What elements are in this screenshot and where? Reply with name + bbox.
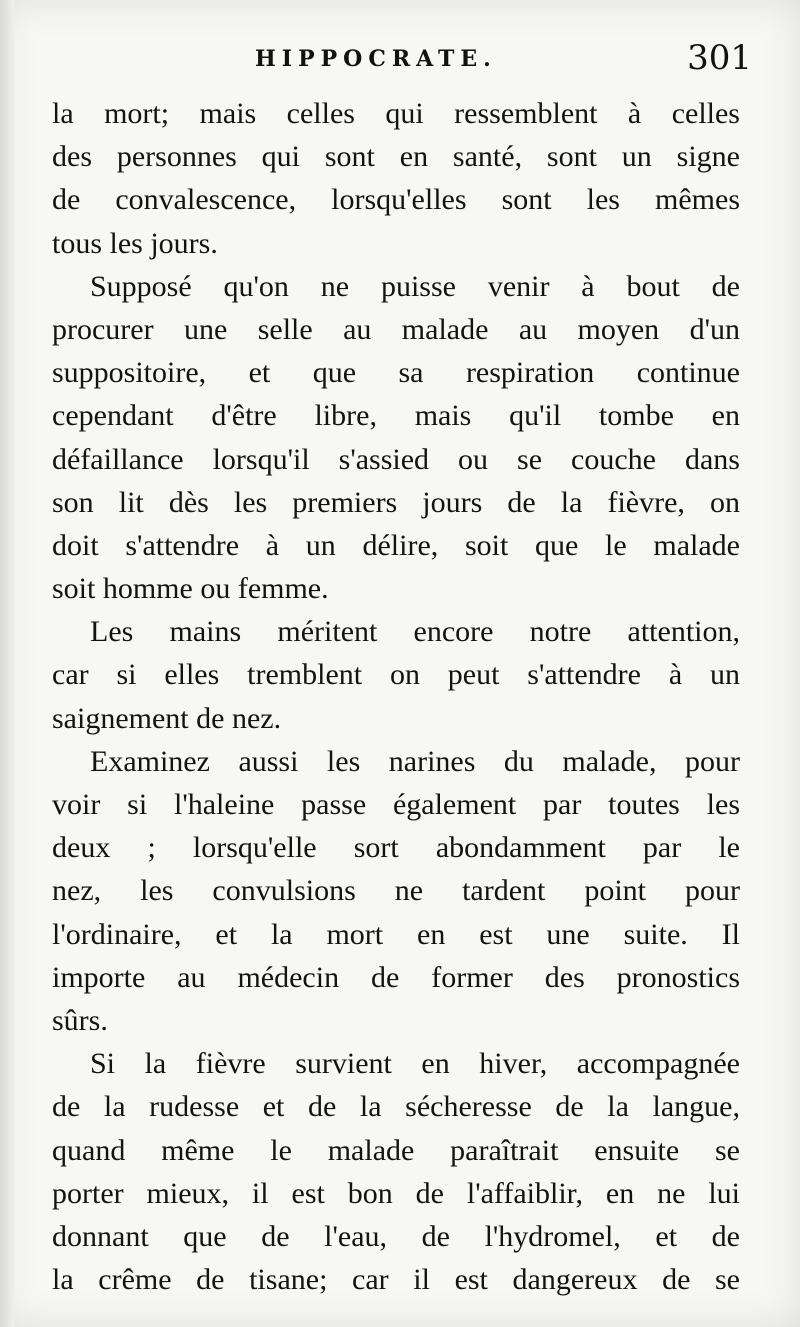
text-line: procurer une selle au malade au moyen d'un <box>52 312 740 346</box>
text-line: Si la fièvre survient en hiver, accompagnée <box>90 1047 740 1081</box>
text-line: car si elles tremblent on peut s'attendre à un <box>52 658 740 692</box>
running-head <box>0 38 800 88</box>
paragraph <box>52 1042 740 1301</box>
body-text <box>52 92 740 1301</box>
text-line: porter mieux, il est bon de l'affaiblir, en ne lui <box>52 1176 740 1210</box>
paragraph <box>52 92 740 265</box>
text-line: nez, les convulsions ne tardent point pour <box>52 874 740 908</box>
running-head-title: HIPPOCRATE. <box>255 46 497 72</box>
text-line: voir si l'haleine passe également par toutes les <box>52 788 740 821</box>
text-line: la mort; mais celles qui ressemblent à celles <box>52 97 740 130</box>
text-line: Les mains méritent encore notre attention, <box>90 615 740 649</box>
text-line: deux ; lorsqu'elle sort abondamment par le <box>52 831 740 865</box>
page-binding-shadow <box>0 0 14 1327</box>
text-line: quand même le malade paraîtrait ensuite se <box>52 1133 740 1167</box>
text-line: Examinez aussi les narines du malade, pour <box>90 744 740 778</box>
text-line: importe au médecin de former des pronostics <box>52 960 740 994</box>
text-line: donnant que de l'eau, de l'hydromel, et de <box>52 1219 740 1253</box>
text-line: Supposé qu'on ne puisse venir à bout de <box>90 269 740 303</box>
paragraph <box>52 265 740 611</box>
text-line: la crême de tisane; car il est dangereux de se <box>52 1263 740 1297</box>
page-number: 301 <box>687 38 752 78</box>
text-line: suppositoire, et que sa respiration continue <box>52 356 740 390</box>
paragraph <box>52 740 740 1042</box>
text-line: son lit dès les premiers jours de la fièvre, on <box>52 485 740 519</box>
text-line: cependant d'être libre, mais qu'il tombe en <box>52 399 740 433</box>
text-line: tous les jours. <box>52 226 218 260</box>
text-line: saignement de nez. <box>52 701 282 735</box>
text-line: des personnes qui sont en santé, sont un signe <box>52 140 740 174</box>
text-line: sûrs. <box>52 1003 108 1037</box>
text-line: l'ordinaire, et la mort en est une suite. Il <box>52 917 740 951</box>
text-line: soit homme ou femme. <box>52 572 329 606</box>
text-line: défaillance lorsqu'il s'assied ou se couche dans <box>52 442 740 476</box>
text-line: doit s'attendre à un délire, soit que le malade <box>52 528 740 562</box>
text-line: de la rudesse et de la sécheresse de la langue, <box>52 1090 740 1124</box>
text-line: de convalescence, lorsqu'elles sont les mêmes <box>52 183 740 217</box>
paragraph <box>52 610 740 740</box>
